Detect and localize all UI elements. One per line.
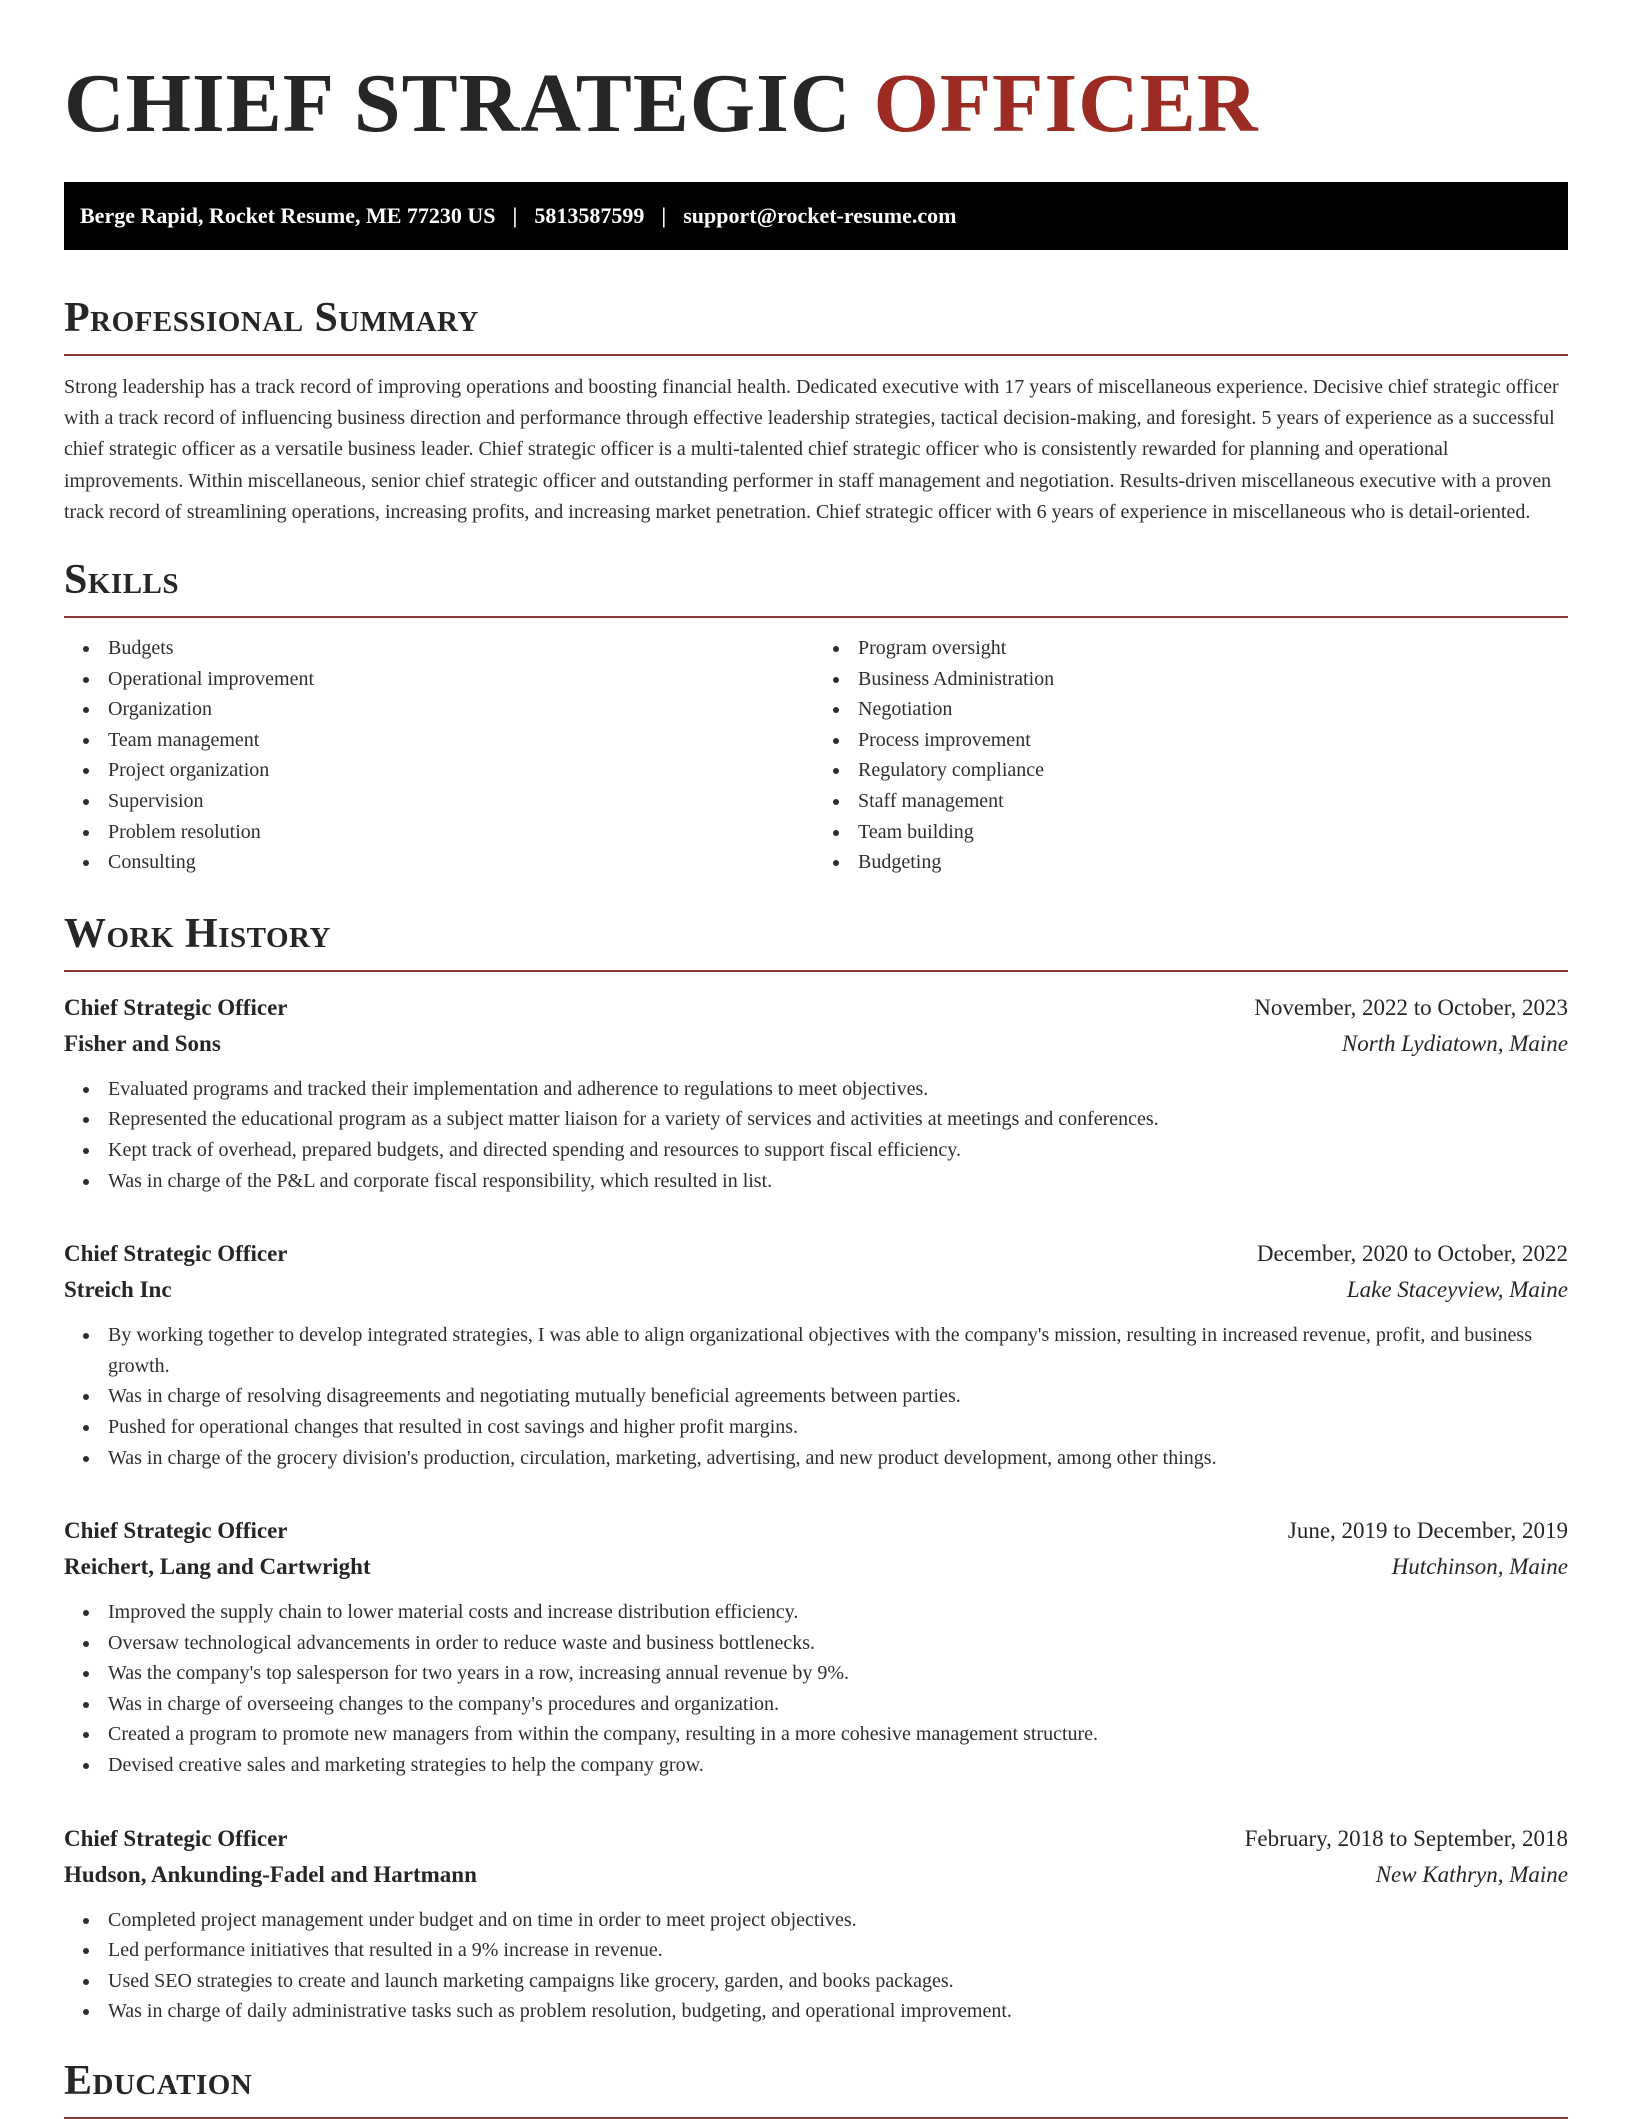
summary-text: Strong leadership has a track record of improving operations and boosting financial health. Dedicated executive with 17 years of miscellaneous experience. Decisive chief strategic officer with a track record of influencing business direction and performance through effective leadership strategies, tactical decision-making, and foresight. 5 years of experience as a successful chief strategic officer as a versatile business leader. Chief strategic officer is a multi-talented chief strategic officer who is consistently rewarded for planning and operational improvements. Within miscellaneous, senior chief strategic officer and outstanding performer in staff management and negotiation. Results-driven miscellaneous executive with a proven track record of streamlining operations, increasing profits, and increasing market penetration. Chief strategic officer with 6 years of experience in miscellaneous who is detail-oriented.: [64, 376, 1559, 523]
education-section: [64, 2055, 1568, 2119]
skill-item: Consulting: [108, 847, 818, 878]
job-header-row: [64, 1821, 1568, 1857]
job-title: Chief Strategic Officer: [64, 1825, 288, 1851]
job-duty: By working together to develop integrated strategies, I was able to align organizational objectives with the company's mission, resulting in increased revenue, profit, and business growth.: [108, 1320, 1568, 1381]
work-history-heading: Work History: [64, 908, 1568, 972]
contact-separator: |: [661, 203, 667, 228]
job-company: Fisher and Sons: [64, 1030, 221, 1056]
skills-column-left: [64, 633, 818, 878]
skill-item: Organization: [108, 694, 818, 725]
job-duty: Completed project management under budget and on time in order to meet project objectives.: [108, 1905, 1568, 1936]
job-location: North Lydiatown, Maine: [1341, 1030, 1568, 1056]
job-duty: Represented the educational program as a subject matter liaison for a variety of services and activities at meetings and conferences.: [108, 1104, 1568, 1135]
skill-item: Budgets: [108, 633, 818, 664]
job-duty: Used SEO strategies to create and launch marketing campaigns like grocery, garden, and books packages.: [108, 1966, 1568, 1997]
education-heading: Education: [64, 2055, 1568, 2119]
job-entry: [64, 990, 1568, 1196]
job-duty: Pushed for operational changes that resulted in cost savings and higher profit margins.: [108, 1412, 1568, 1443]
job-duty: Was in charge of resolving disagreements and negotiating mutually beneficial agreements between parties.: [108, 1381, 1568, 1412]
skills-heading: Skills: [64, 554, 1568, 618]
job-company: Hudson, Ankunding-Fadel and Hartmann: [64, 1861, 477, 1887]
job-duty: Oversaw technological advancements in order to reduce waste and business bottlenecks.: [108, 1628, 1568, 1659]
skill-item: Team management: [108, 725, 818, 756]
job-duty: Was in charge of the grocery division's production, circulation, marketing, advertising, and new product development, among other things.: [108, 1443, 1568, 1474]
job-header-row: [64, 1513, 1568, 1549]
job-title: Chief Strategic Officer: [64, 994, 288, 1020]
job-entry: [64, 1821, 1568, 2027]
skill-item: Supervision: [108, 786, 818, 817]
resume-page: [64, 0, 1568, 2119]
skill-item: Problem resolution: [108, 817, 818, 848]
job-duty: Was in charge of overseeing changes to the company's procedures and organization.: [108, 1689, 1568, 1720]
skills-column-right: [818, 633, 1568, 878]
job-company-row: [64, 1549, 1568, 1585]
skills-grid: [64, 633, 1568, 878]
contact-bar: [64, 182, 1568, 250]
job-duties: [64, 1074, 1568, 1196]
skill-item: Staff management: [858, 786, 1568, 817]
job-company: Reichert, Lang and Cartwright: [64, 1554, 371, 1580]
job-duty: Devised creative sales and marketing strategies to help the company grow.: [108, 1750, 1568, 1781]
contact-phone[interactable]: 5813587599: [534, 203, 645, 228]
summary-section: [64, 292, 1568, 528]
job-duties: [64, 1320, 1568, 1473]
job-duties: [64, 1597, 1568, 1781]
skills-section: [64, 554, 1568, 878]
skill-item: Negotiation: [858, 694, 1568, 725]
job-duty: Evaluated programs and tracked their implementation and adherence to regulations to meet objectives.: [108, 1074, 1568, 1105]
skill-item: Team building: [858, 817, 1568, 848]
job-entry: [64, 1513, 1568, 1781]
job-duties: [64, 1905, 1568, 2027]
summary-heading: Professional Summary: [64, 292, 1568, 356]
resume-title: [64, 58, 1568, 150]
job-dates: June, 2019 to December, 2019: [1287, 1518, 1568, 1544]
job-duty: Created a program to promote new managers from within the company, resulting in a more cohesive management structure.: [108, 1719, 1568, 1750]
job-header-row: [64, 990, 1568, 1026]
contact-separator: |: [512, 203, 518, 228]
title-accent: OFFICER: [873, 57, 1259, 150]
skill-item: Process improvement: [858, 725, 1568, 756]
job-company-row: [64, 1026, 1568, 1062]
job-title: Chief Strategic Officer: [64, 1518, 288, 1544]
job-dates: February, 2018 to September, 2018: [1244, 1825, 1568, 1851]
contact-email[interactable]: support@rocket-resume.com: [683, 203, 957, 228]
job-duty: Was in charge of daily administrative tasks such as problem resolution, budgeting, and operational improvement.: [108, 1996, 1568, 2027]
job-duty: Led performance initiatives that resulted in a 9% increase in revenue.: [108, 1935, 1568, 1966]
skill-item: Business Administration: [858, 664, 1568, 695]
job-entry: [64, 1236, 1568, 1473]
job-duty: Kept track of overhead, prepared budgets, and directed spending and resources to support fiscal efficiency.: [108, 1135, 1568, 1166]
job-location: New Kathryn, Maine: [1375, 1861, 1568, 1887]
job-company-row: [64, 1857, 1568, 1893]
skill-item: Operational improvement: [108, 664, 818, 695]
skill-item: Budgeting: [858, 847, 1568, 878]
contact-address: Berge Rapid, Rocket Resume, ME 77230 US: [80, 203, 496, 228]
skill-item: Project organization: [108, 755, 818, 786]
job-header-row: [64, 1236, 1568, 1272]
job-duty: Was in charge of the P&L and corporate fiscal responsibility, which resulted in list.: [108, 1166, 1568, 1197]
job-duty: Was the company's top salesperson for two years in a row, increasing annual revenue by 9%.: [108, 1658, 1568, 1689]
job-company-row: [64, 1272, 1568, 1308]
job-location: Lake Staceyview, Maine: [1346, 1277, 1568, 1303]
job-title: Chief Strategic Officer: [64, 1241, 288, 1267]
skill-item: Program oversight: [858, 633, 1568, 664]
job-company: Streich Inc: [64, 1277, 172, 1303]
job-dates: December, 2020 to October, 2022: [1256, 1241, 1568, 1267]
job-location: Hutchinson, Maine: [1391, 1554, 1568, 1580]
job-duty: Improved the supply chain to lower material costs and increase distribution efficiency.: [108, 1597, 1568, 1628]
skill-item: Regulatory compliance: [858, 755, 1568, 786]
job-dates: November, 2022 to October, 2023: [1254, 994, 1568, 1020]
work-history-section: [64, 908, 1568, 2027]
title-main: CHIEF STRATEGIC: [64, 57, 874, 150]
